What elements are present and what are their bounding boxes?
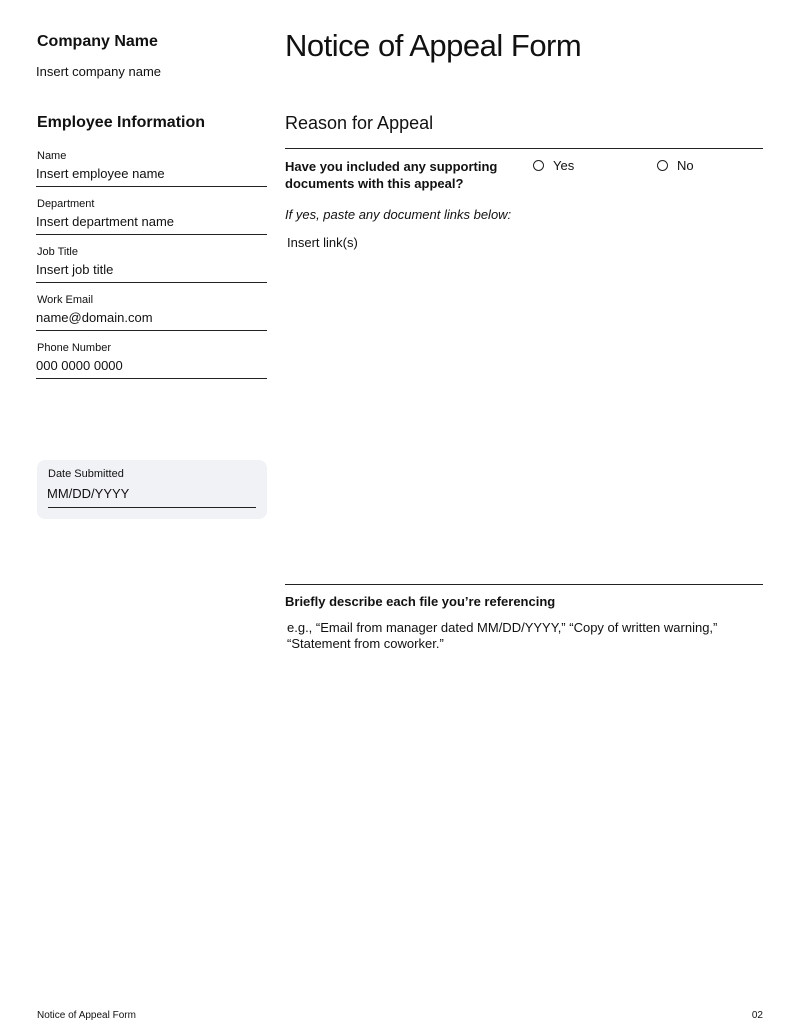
page-title: Notice of Appeal Form <box>285 28 582 63</box>
describe-files-heading: Briefly describe each file you’re referencing <box>285 594 556 609</box>
name-field[interactable] <box>36 150 267 187</box>
no-radio-icon[interactable] <box>657 160 668 171</box>
no-label: No <box>677 158 694 173</box>
reason-for-appeal-heading: Reason for Appeal <box>285 113 434 133</box>
work-email-value[interactable]: name@domain.com <box>36 310 153 325</box>
yes-radio-icon[interactable] <box>533 160 544 171</box>
job-title-label: Job Title <box>37 246 78 258</box>
work-email-field[interactable] <box>36 294 267 331</box>
supporting-documents-question: Have you included any supporting documents with this appeal? <box>285 159 498 191</box>
department-field[interactable] <box>36 198 267 235</box>
date-submitted-underline <box>48 507 256 508</box>
yes-radio-option[interactable] <box>533 158 574 173</box>
phone-number-value[interactable]: 000 0000 0000 <box>36 358 123 373</box>
department-label: Department <box>37 198 95 210</box>
company-name-heading: Company Name <box>37 33 158 50</box>
job-title-field[interactable] <box>36 246 267 283</box>
phone-number-field[interactable] <box>36 342 267 379</box>
company-name-value[interactable]: Insert company name <box>36 64 162 79</box>
yes-label: Yes <box>553 158 575 173</box>
date-submitted-label: Date Submitted <box>48 468 124 480</box>
footer-title: Notice of Appeal Form <box>37 1010 136 1021</box>
describe-files-input[interactable]: e.g., “Email from manager dated MM/DD/YYYY,” “Copy of written warning,” “Statement from coworker.” <box>287 620 718 651</box>
date-submitted-box[interactable] <box>37 460 267 519</box>
document-links-input[interactable]: Insert link(s) <box>287 235 358 250</box>
job-title-value[interactable]: Insert job title <box>36 262 114 277</box>
name-value[interactable]: Insert employee name <box>36 166 165 181</box>
department-value[interactable]: Insert department name <box>36 214 175 229</box>
page-number: 02 <box>751 1010 763 1021</box>
name-label: Name <box>37 150 67 162</box>
work-email-label: Work Email <box>37 294 94 306</box>
section-divider <box>285 584 763 585</box>
employee-information-heading: Employee Information <box>37 114 206 131</box>
date-submitted-value[interactable]: MM/DD/YYYY <box>47 486 130 501</box>
phone-number-label: Phone Number <box>37 342 111 354</box>
no-radio-option[interactable] <box>657 158 694 173</box>
section-divider <box>285 148 763 149</box>
document-links-instruction: If yes, paste any document links below: <box>285 207 512 222</box>
